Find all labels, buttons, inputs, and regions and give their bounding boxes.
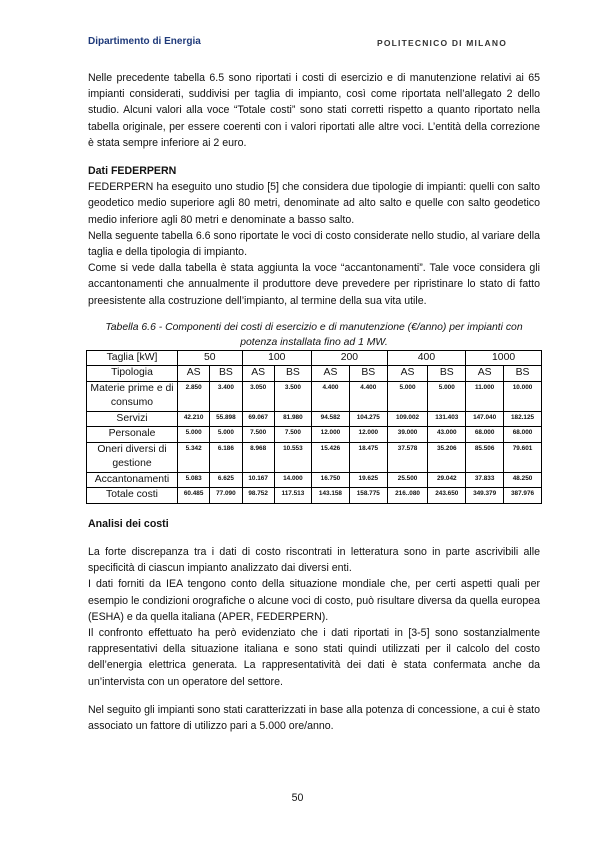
type-header-cell: AS [178,366,210,382]
table-row [87,411,542,427]
page-content [88,70,540,734]
table-cell: 37.578 [387,442,428,472]
type-header-cell: BS [504,366,542,382]
page-number: 50 [291,792,304,804]
type-header-cell: AS [466,366,504,382]
table-cell: 69.067 [242,411,274,427]
table-cell: 35.206 [428,442,466,472]
table-cell: 7.500 [274,427,311,443]
table-cell: 349.379 [466,488,504,504]
intro-paragraph: Nelle precedente tabella 6.5 sono riportati i costi di esercizio e di manutenzione relativi ai 65 impianti considerati, suddivisi per taglia di impianto, così come riportata nell’allegato 2 dello studio. Alcuni valori alla voce “Totale costi” sono stati corretti rispetto a quanto riportato nella tabella originale, per essere coerenti con i valori riportati alle altre voci. L’entità della correzione è stata sempre inferiore ai 2 euro. [88,72,540,149]
federpern-paragraph-3: Come si vede dalla tabella è stata aggiunta la voce “accantonamenti”. Tale voce considera gli accantonamenti che annualmente il produttore deve prevedere per ripristinare lo stato di fatto preesistente alla costruzione dell’impianto, al termine della sua vita utile. [88,262,540,307]
table-cell: 5.083 [178,472,210,488]
table-cell: 25.500 [387,472,428,488]
table-cell: 6.625 [210,472,242,488]
federpern-title: Dati FEDERPERN [88,165,177,178]
table-cell: 37.833 [466,472,504,488]
type-header-row [87,366,542,382]
table-cell: 10.000 [504,381,542,411]
table-cell: 85.506 [466,442,504,472]
table-cell: 77.090 [210,488,242,504]
table-cell: 104.275 [349,411,387,427]
table-caption: Tabella 6.6 - Componenti dei costi di esercizio e di manutenzione (€/anno) per impianti con potenza installata fino ad 1 MW. [105,321,523,348]
table-cell: 147.040 [466,411,504,427]
type-header-cell: BS [428,366,466,382]
table-cell: 12.000 [312,427,350,443]
federpern-paragraph-2: Nella seguente tabella 6.6 sono riportate le voci di costo considerate nello studio, al variare della taglia e della tipologia di impianto. [88,229,540,259]
table-cell: 216..080 [387,488,428,504]
size-header-cell: 1000 [466,350,542,366]
row-label: Totale costi [87,488,178,504]
row-label: Accantonamenti [87,472,178,488]
table-cell: 16.750 [312,472,350,488]
analisi-paragraph-4: Nel seguito gli impianti sono stati caratterizzati in base alla potenza di concessione, a cui è stato associato un fattore di utilizzo pari a 5.000 ore/anno. [88,703,540,733]
table-cell: 79.601 [504,442,542,472]
size-header-cell: 200 [312,350,388,366]
table-cell: 29.042 [428,472,466,488]
table-cell: 14.000 [274,472,311,488]
table-cell: 11.000 [466,381,504,411]
row-label: Servizi [87,411,178,427]
table-cell: 15.426 [312,442,350,472]
table-cell: 3.500 [274,381,311,411]
size-header-cell: 400 [387,350,465,366]
row-label: Personale [87,427,178,443]
type-header-cell: AS [242,366,274,382]
table-cell: 6.186 [210,442,242,472]
size-header-row [87,350,542,366]
table-cell: 5.000 [178,427,210,443]
table-cell: 158.775 [349,488,387,504]
header-university: POLITECNICO DI MILANO [376,38,507,48]
table-cell: 3.050 [242,381,274,411]
table-body [87,381,542,503]
table-cell: 68.000 [504,427,542,443]
table-cell: 48.250 [504,472,542,488]
type-header-cell: BS [274,366,311,382]
table-cell: 5.000 [387,381,428,411]
table-cell: 10.553 [274,442,311,472]
table-cell: 18.475 [349,442,387,472]
size-header-cell: 50 [178,350,243,366]
table-cell: 243.650 [428,488,466,504]
table-cell: 98.752 [242,488,274,504]
table-row [87,442,542,472]
analisi-paragraph-3: Il confronto effettuato ha però evidenziato che i dati riportati in [3-5] sono sostanzialmente rappresentativi della situazione italiana e sono stati quindi utilizzati per il calcolo del costo dell’energia elettrica generata. La rappresentatività dei dati è stata confermata anche da un’intervista con un operatore del settore. [88,627,540,688]
size-header-cell: 100 [242,350,312,366]
header-department: Dipartimento di Energia [88,36,201,47]
table-cell: 12.000 [349,427,387,443]
table-cell: 3.400 [210,381,242,411]
table-cell: 5.342 [178,442,210,472]
table-row [87,472,542,488]
table-row [87,381,542,411]
table-cell: 94.582 [312,411,350,427]
table-cell: 387.976 [504,488,542,504]
table-cell: 117.513 [274,488,311,504]
table-cell: 39.000 [387,427,428,443]
table-cell: 182.125 [504,411,542,427]
table-cell: 43.000 [428,427,466,443]
table-cell: 5.000 [428,381,466,411]
table-cell: 60.485 [178,488,210,504]
table-cell: 10.167 [242,472,274,488]
table-cell: 5.000 [210,427,242,443]
analisi-paragraph-2: I dati forniti da IEA tengono conto della situazione mondiale che, per certi aspetti quali per esempio le condizioni orografiche o alcune voci di costo, può risultare diversa da quella europea (ESHA) e da quella italiana (APER, FEDERPERN). [88,578,540,623]
row-label: Materie prime e di consumo [87,381,178,411]
type-header-cell: AS [312,366,350,382]
table-cell: 7.500 [242,427,274,443]
table-cell: 68.000 [466,427,504,443]
analisi-title: Analisi dei costi [88,517,169,530]
type-header-cell: AS [387,366,428,382]
table-cell: 143.158 [312,488,350,504]
table-cell: 2.850 [178,381,210,411]
table-cell: 109.002 [387,411,428,427]
type-header-cell: BS [349,366,387,382]
size-header-label: Taglia [kW] [87,350,178,366]
type-header-cell: BS [210,366,242,382]
table-cell: 8.968 [242,442,274,472]
table-cell: 55.898 [210,411,242,427]
table-cell: 4.400 [349,381,387,411]
table-cell: 19.625 [349,472,387,488]
table-cell: 42.210 [178,411,210,427]
table-cell: 81.980 [274,411,311,427]
cost-table [86,350,542,504]
type-header-label: Tipologia [87,366,178,382]
federpern-paragraph-1: FEDERPERN ha eseguito uno studio [5] che considera due tipologie di impianti: quelli con salto geodetico medio superiore agli 80 metri, denominate ad alto salto e quelle con salto geodetico medio inferiore agli 80 metri e denominate a basso salto. [88,181,540,226]
row-label: Oneri diversi di gestione [87,442,178,472]
table-row [87,488,542,504]
analisi-paragraph-1: La forte discrepanza tra i dati di costo riscontrati in letteratura sono in parte ascrivibili alle specificità di ciascun impianto analizzato dai diversi enti. [88,546,540,575]
table-cell: 131.403 [428,411,466,427]
table-cell: 4.400 [312,381,350,411]
table-row [87,427,542,443]
